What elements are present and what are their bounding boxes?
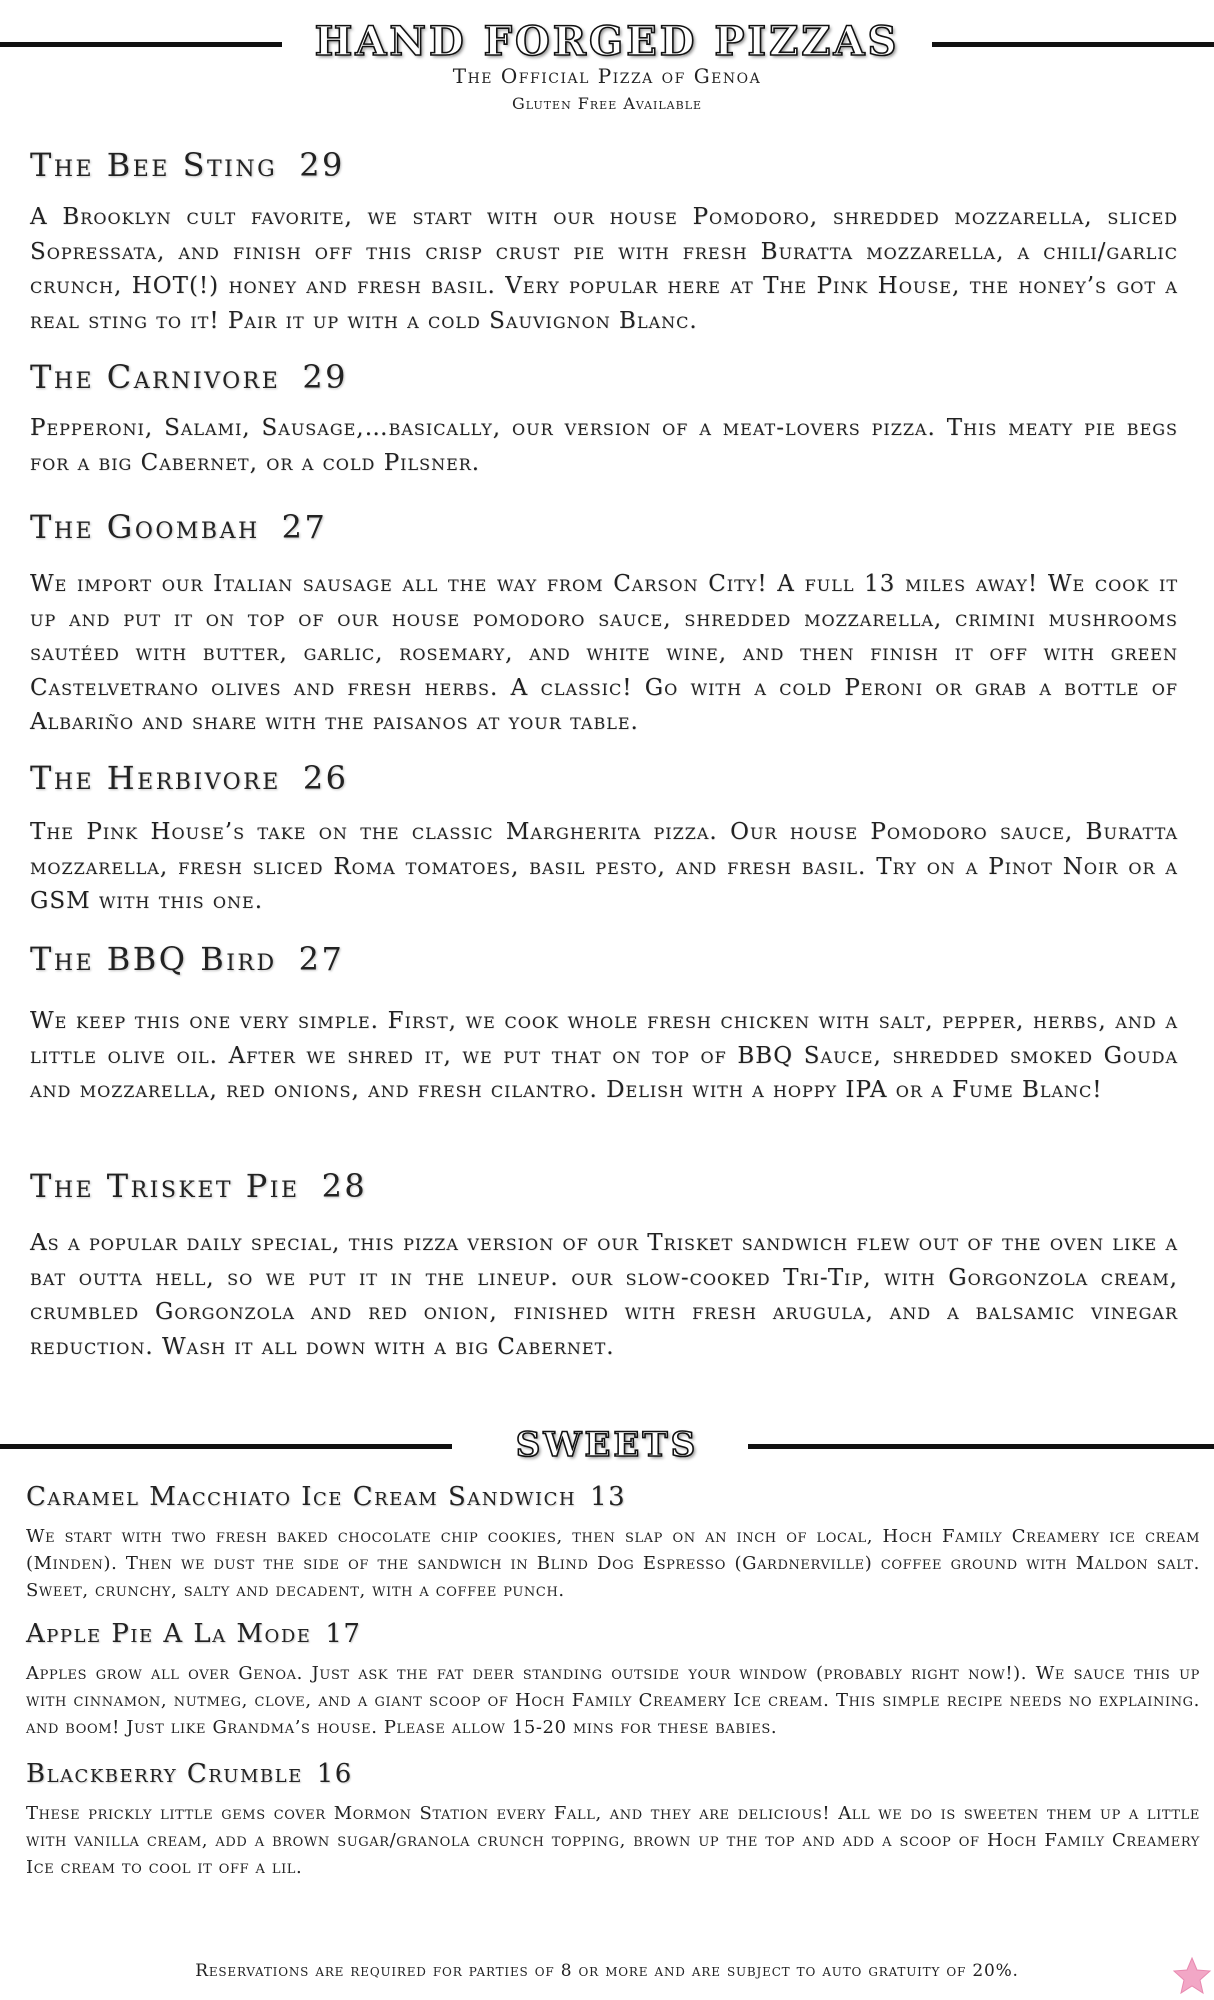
pizza-title: The Herbivore — [30, 759, 281, 797]
sweets-title: SWEETS — [515, 1425, 699, 1465]
pizza-price: 29 — [299, 146, 345, 184]
pizza-price: 27 — [298, 940, 345, 978]
pizza-name — [30, 146, 345, 184]
sweet-title: Caramel Macchiato Ice Cream Sandwich — [26, 1482, 577, 1512]
pizza-title: The Carnivore — [30, 358, 281, 396]
pizza-description: Pepperoni, Salami, Sausage,…basically, our version of a meat-lovers pizza. This meaty pie begs for a big Cabernet, or a cold Pilsner. — [30, 415, 1178, 476]
pizza-name — [30, 508, 327, 546]
gluten-free-note: Gluten Free Available — [511, 94, 703, 113]
sweet-title: Blackberry Crumble — [26, 1759, 303, 1789]
pizza-name — [30, 1167, 367, 1205]
sweet-title: Apple Pie A La Mode — [26, 1619, 312, 1649]
sweet-name — [26, 1482, 626, 1512]
pizza-name — [30, 358, 348, 396]
page-title: HAND FORGED PIZZAS — [314, 18, 900, 65]
pizza-description: As a popular daily special, this pizza version of our Trisket sandwich flew out of the oven like a bat outta hell, so we put it in the lineup. our slow-cooked Tri-Tip, with Gorgonzola cream, crumbled Gorgonzola and red onion, finished with fresh arugula, and a balsamic vinegar reduction. Wash it all down with a big Cabernet. — [30, 1230, 1178, 1360]
reservation-note: Reservations are required for parties of 8 or more and are subject to auto gratuity of 20%. — [195, 1961, 1019, 1981]
sweet-price: 16 — [316, 1759, 353, 1789]
pizza-price: 28 — [321, 1167, 368, 1205]
pizza-title: The Bee Sting — [30, 146, 278, 184]
star-icon — [1172, 1956, 1212, 1996]
pizza-description: We keep this one very simple. First, we cook whole fresh chicken with salt, pepper, herbs, and a little olive oil. After we shred it, we put that on top of BBQ Sauce, shredded smoked Gouda and mozzarella, red onions, and fresh cilantro. Delish with a hoppy IPA or a Fume Blanc! — [30, 1008, 1178, 1103]
pizza-title: The BBQ Bird — [30, 940, 277, 978]
pizza-name — [30, 940, 344, 978]
sweet-description: We start with two fresh baked chocolate chip cookies, then slap on an inch of local, Hoch Family Creamery ice cream (Minden). Then we dust the side of the sandwich in Blind Dog Espresso (Gardnerville) coffee ground with Maldon salt. Sweet, crunchy, salty and decadent, with a coffee punch. — [26, 1526, 1200, 1601]
sweet-price: 17 — [325, 1619, 362, 1649]
page-subtitle: The Official Pizza of Genoa — [452, 64, 762, 88]
pizza-title: The Goombah — [30, 508, 260, 546]
pizza-price: 27 — [281, 508, 328, 546]
pizza-price: 29 — [302, 358, 349, 396]
pizza-price: 26 — [302, 759, 349, 797]
sweet-description: These prickly little gems cover Mormon Station every Fall, and they are delicious! All we do is sweeten them up a little with vanilla cream, add a brown sugar/granola crunch topping, brown up the top and add a scoop of Hoch Family Creamery Ice cream to cool it off a lil. — [26, 1803, 1200, 1878]
pizza-title: The Trisket Pie — [30, 1167, 300, 1205]
pizza-description: The Pink House’s take on the classic Margherita pizza. Our house Pomodoro sauce, Buratta mozzarella, fresh sliced Roma tomatoes, basil pesto, and fresh basil. Try on a Pinot Noir or a GSM with this one. — [30, 819, 1178, 914]
pizza-name — [30, 759, 349, 797]
sweet-description: Apples grow all over Genoa. Just ask the fat deer standing outside your window (probably right now!). We sauce this up with cinnamon, nutmeg, clove, and a giant scoop of Hoch Family Creamery Ice cream. This simple recipe needs no explaining. and boom! Just like Grandma’s house. Please allow 15-20 mins for these babies. — [26, 1663, 1200, 1738]
pizza-description: We import our Italian sausage all the way from Carson City! A full 13 miles away! We cook it up and put it on top of our house pomodoro sauce, shredded mozzarella, crimini mushrooms sautéed with butter, garlic, rosemary, and white wine, and then finish it off with green Castelvetrano olives and fresh herbs. A classic! Go with a cold Peroni or grab a bottle of Albariño and share with the paisanos at your table. — [30, 571, 1178, 735]
pizza-description: A Brooklyn cult favorite, we start with our house Pomodoro, shredded mozzarella, sliced Sopressata, and finish off this crisp crust pie with fresh Buratta mozzarella, a chili/garlic crunch, HOT(!) honey and fresh basil. Very popular here at The Pink House, the honey’s got a real sting to it! Pair it up with a cold Sauvignon Blanc. — [30, 204, 1178, 334]
sweet-name — [26, 1759, 353, 1789]
sweet-name — [26, 1619, 361, 1649]
sweet-price: 13 — [590, 1482, 627, 1512]
